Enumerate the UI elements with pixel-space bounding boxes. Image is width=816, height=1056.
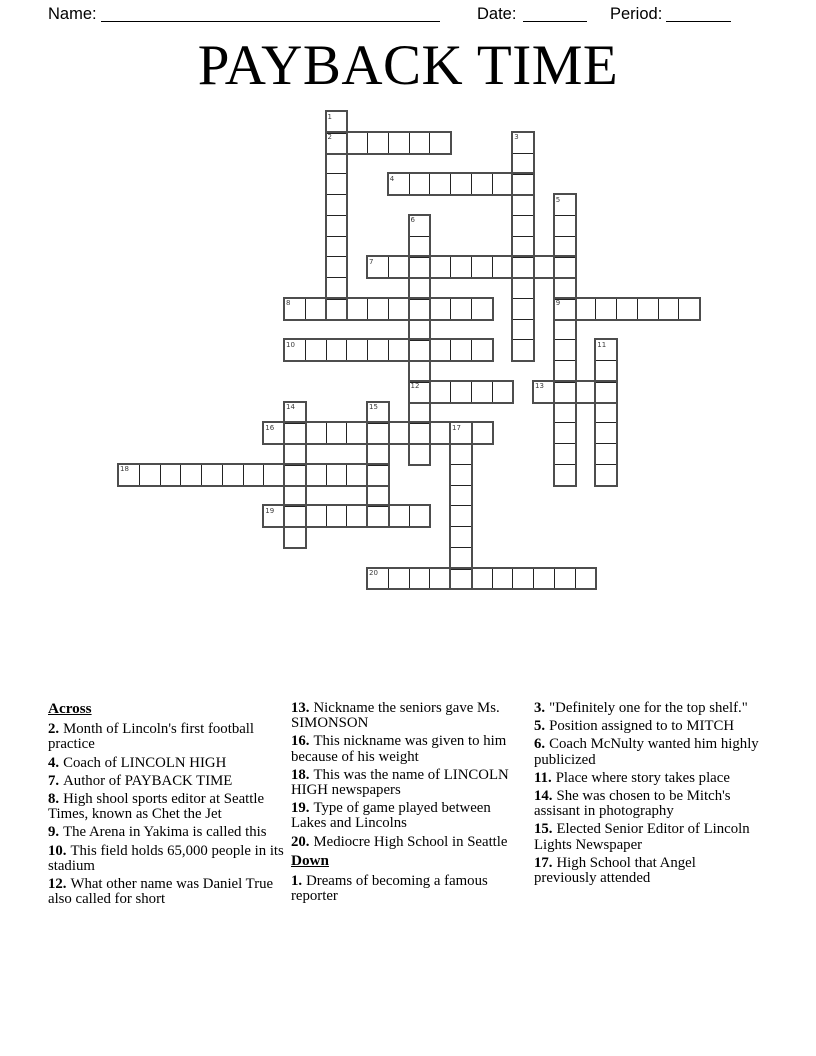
clue-item <box>534 719 760 734</box>
clue-number: 19. <box>291 800 310 817</box>
clue-number: 12. <box>48 876 67 893</box>
grid-cell[interactable] <box>118 464 141 487</box>
grid-cell[interactable] <box>512 256 535 279</box>
clue-column-3 <box>534 701 760 889</box>
grid-cell[interactable] <box>429 173 452 196</box>
grid-cell[interactable] <box>512 298 535 321</box>
grid-cell[interactable] <box>429 568 452 591</box>
grid-cell[interactable] <box>492 568 515 591</box>
grid-cell[interactable] <box>326 298 349 321</box>
clue-column-1 <box>48 701 291 910</box>
grid-cell[interactable] <box>471 568 494 591</box>
grid-cell[interactable] <box>554 319 577 342</box>
grid-cell[interactable] <box>346 505 369 528</box>
clue-number: 17. <box>534 854 553 871</box>
clue-number: 13. <box>291 700 310 716</box>
clue-item <box>534 701 760 716</box>
grid-cell[interactable] <box>139 464 162 487</box>
clue-number: 3. <box>534 700 546 716</box>
clue-text: Type of game played between Lakes and Lincolns <box>291 800 491 832</box>
clue-item <box>534 737 760 767</box>
grid-cell[interactable] <box>595 402 618 425</box>
grid-cell[interactable] <box>450 443 473 466</box>
grid-cell[interactable] <box>512 339 535 362</box>
grid-cell[interactable] <box>450 526 473 549</box>
grid-cell[interactable] <box>512 236 535 259</box>
clue-text: Mediocre High School in Seattle <box>313 833 508 850</box>
grid-cell[interactable] <box>326 194 349 217</box>
clue-column-2 <box>291 701 515 907</box>
grid-cell[interactable] <box>409 568 432 591</box>
grid-cell[interactable] <box>492 381 515 404</box>
clue-item <box>48 792 291 822</box>
grid-cell[interactable] <box>429 132 452 155</box>
page-title: PAYBACK TIME <box>197 34 619 97</box>
grid-cell[interactable] <box>388 173 411 196</box>
grid-cell[interactable] <box>554 360 577 383</box>
grid-cell[interactable] <box>326 339 349 362</box>
grid-cell[interactable] <box>471 256 494 279</box>
clue-item <box>534 771 760 786</box>
grid-cell[interactable] <box>284 485 307 508</box>
grid-cell[interactable] <box>388 422 411 445</box>
grid-cell[interactable] <box>429 298 452 321</box>
grid-cell[interactable] <box>388 132 411 155</box>
grid-cell[interactable] <box>595 422 618 445</box>
grid-cell[interactable] <box>409 173 432 196</box>
clue-text: What other name was Daniel True also called for short <box>48 876 274 908</box>
grid-cell[interactable] <box>409 132 432 155</box>
clue-text: Position assigned to to MITCH <box>549 718 735 735</box>
grid-cell[interactable] <box>450 173 473 196</box>
clue-item <box>291 801 515 831</box>
clue-number: 18. <box>291 766 310 783</box>
grid-cell[interactable] <box>512 173 535 196</box>
clue-number: 14. <box>534 788 553 805</box>
grid-cell[interactable] <box>512 277 535 300</box>
grid-cell[interactable] <box>409 236 432 259</box>
grid-number: 5 <box>555 195 561 204</box>
clue-item <box>291 874 515 904</box>
grid-cell[interactable] <box>409 339 432 362</box>
grid-cell[interactable] <box>409 256 432 279</box>
grid-cell[interactable] <box>284 505 307 528</box>
grid-cell[interactable] <box>367 464 390 487</box>
grid-cell[interactable] <box>429 256 452 279</box>
grid-cell[interactable] <box>284 422 307 445</box>
grid-cell[interactable] <box>326 236 349 259</box>
grid-cell[interactable] <box>346 464 369 487</box>
grid-cell[interactable] <box>429 381 452 404</box>
grid-cell[interactable] <box>554 236 577 259</box>
clue-number: 6. <box>534 736 546 753</box>
grid-cell[interactable] <box>263 505 286 528</box>
grid-cell[interactable] <box>367 568 390 591</box>
grid-number: 12 <box>410 382 420 391</box>
grid-cell[interactable] <box>512 215 535 238</box>
grid-number: 13 <box>535 382 544 391</box>
grid-cell[interactable] <box>471 298 494 321</box>
grid-cell[interactable] <box>492 256 515 279</box>
grid-number: 2 <box>327 133 332 142</box>
grid-cell[interactable] <box>554 464 577 487</box>
clue-text: High School that Angel previously attended <box>534 854 696 887</box>
grid-number: 18 <box>120 465 129 474</box>
grid-cell[interactable] <box>512 194 535 217</box>
grid-cell[interactable] <box>388 505 411 528</box>
clue-item <box>48 877 291 907</box>
grid-cell[interactable] <box>367 339 390 362</box>
grid-cell[interactable] <box>263 464 286 487</box>
clue-text: Coach of LINCOLN HIGH <box>63 754 227 771</box>
grid-number: 16 <box>265 423 275 432</box>
grid-cell[interactable] <box>367 132 390 155</box>
grid-cell[interactable] <box>512 568 535 591</box>
grid-cell[interactable] <box>367 402 390 425</box>
grid-cell[interactable] <box>367 422 390 445</box>
grid-number: 15 <box>369 403 378 411</box>
grid-cell[interactable] <box>616 298 639 321</box>
grid-cell[interactable] <box>284 339 307 362</box>
grid-cell[interactable] <box>367 485 390 508</box>
grid-cell[interactable] <box>346 298 369 321</box>
grid-cell[interactable] <box>305 505 328 528</box>
grid-cell[interactable] <box>450 381 473 404</box>
clue-item <box>48 774 291 789</box>
clue-text: High shool sports editor at Seattle Times, known as Chet the Jet <box>48 791 265 823</box>
clue-text: This field holds 65,000 people in its stadium <box>48 842 284 874</box>
grid-cell[interactable] <box>554 256 577 279</box>
clue-text: The Arena in Yakima is called this <box>63 824 267 841</box>
clue-section-heading: Across <box>48 700 92 717</box>
grid-cell[interactable] <box>595 339 618 362</box>
grid-cell[interactable] <box>346 132 369 155</box>
grid-cell[interactable] <box>575 381 598 404</box>
clue-number: 9. <box>48 824 60 841</box>
clue-number: 16. <box>291 733 310 750</box>
grid-number: 19 <box>265 506 275 515</box>
grid-cell[interactable] <box>554 339 577 362</box>
grid-cell[interactable] <box>326 256 349 279</box>
grid-cell[interactable] <box>512 132 535 155</box>
grid-cell[interactable] <box>658 298 681 321</box>
grid-cell[interactable] <box>595 443 618 466</box>
clue-item <box>534 789 760 819</box>
clue-item <box>48 722 291 752</box>
grid-cell[interactable] <box>388 339 411 362</box>
grid-cell[interactable] <box>575 298 598 321</box>
grid-cell[interactable] <box>326 132 349 155</box>
grid-cell[interactable] <box>409 443 432 466</box>
grid-cell[interactable] <box>450 256 473 279</box>
grid-cell[interactable] <box>554 381 577 404</box>
grid-cell[interactable] <box>595 298 618 321</box>
grid-cell[interactable] <box>409 215 432 238</box>
grid-cell[interactable] <box>409 298 432 321</box>
grid-cell[interactable] <box>284 298 307 321</box>
grid-number: 17 <box>452 423 461 432</box>
grid-cell[interactable] <box>305 339 328 362</box>
grid-cell[interactable] <box>388 298 411 321</box>
grid-cell[interactable] <box>367 443 390 466</box>
grid-cell[interactable] <box>595 360 618 383</box>
grid-cell[interactable] <box>471 381 494 404</box>
clue-text: Dreams of becoming a famous reporter <box>291 873 488 905</box>
grid-number: 11 <box>597 340 607 349</box>
grid-number: 14 <box>286 403 295 411</box>
grid-cell[interactable] <box>326 277 349 300</box>
grid-cell[interactable] <box>554 422 577 445</box>
grid-number: 10 <box>286 340 295 349</box>
grid-cell[interactable] <box>512 319 535 342</box>
clue-item <box>291 734 515 764</box>
grid-cell[interactable] <box>409 402 432 425</box>
grid-cell[interactable] <box>160 464 183 487</box>
grid-number: 9 <box>555 299 561 308</box>
clue-text: Elected Senior Editor of Lincoln Lights Newspaper <box>534 821 750 853</box>
grid-cell[interactable] <box>326 464 349 487</box>
grid-cell[interactable] <box>346 339 369 362</box>
grid-cell[interactable] <box>326 505 349 528</box>
grid-cell[interactable] <box>554 402 577 425</box>
grid-cell[interactable] <box>533 568 556 591</box>
clue-number: 20. <box>291 833 310 850</box>
clue-item <box>291 835 515 850</box>
grid-cell[interactable] <box>637 298 660 321</box>
clue-text: Nickname the seniors gave Ms. SIMONSON <box>291 700 500 732</box>
clue-number: 2. <box>48 721 60 738</box>
clue-number: 15. <box>534 821 553 838</box>
grid-cell[interactable] <box>409 319 432 342</box>
grid-cell[interactable] <box>284 443 307 466</box>
grid-cell[interactable] <box>284 526 307 549</box>
clue-number: 4. <box>48 754 60 771</box>
grid-cell[interactable] <box>180 464 203 487</box>
grid-cell[interactable] <box>409 381 432 404</box>
clue-number: 11. <box>534 769 552 786</box>
grid-cell[interactable] <box>367 298 390 321</box>
grid-cell[interactable] <box>554 568 577 591</box>
grid-cell[interactable] <box>575 568 598 591</box>
grid-cell[interactable] <box>450 339 473 362</box>
clue-text: Month of Lincoln's first football practice <box>48 721 255 753</box>
grid-cell[interactable] <box>388 568 411 591</box>
grid-number: 3 <box>514 133 519 142</box>
grid-cell[interactable] <box>595 381 618 404</box>
grid-cell[interactable] <box>409 360 432 383</box>
clue-item <box>48 825 291 840</box>
clue-text: "Definitely one for the top shelf." <box>549 700 748 716</box>
date-label: Date: <box>477 5 517 23</box>
grid-number: 1 <box>327 112 332 121</box>
grid-cell[interactable] <box>471 339 494 362</box>
grid-cell[interactable] <box>450 298 473 321</box>
grid-cell[interactable] <box>367 505 390 528</box>
grid-cell[interactable] <box>450 422 473 445</box>
grid-cell[interactable] <box>450 464 473 487</box>
grid-cell[interactable] <box>263 422 286 445</box>
grid-cell[interactable] <box>554 298 577 321</box>
grid-cell[interactable] <box>409 422 432 445</box>
clue-item <box>291 701 515 731</box>
grid-cell[interactable] <box>326 173 349 196</box>
grid-cell[interactable] <box>554 215 577 238</box>
grid-cell[interactable] <box>367 256 390 279</box>
grid-cell[interactable] <box>471 422 494 445</box>
clue-number: 7. <box>48 772 60 789</box>
grid-number: 6 <box>410 216 415 225</box>
clue-text: This nickname was given to him because of his weight <box>291 733 507 765</box>
grid-cell[interactable] <box>450 547 473 570</box>
grid-number: 7 <box>369 257 374 266</box>
grid-cell[interactable] <box>554 277 577 300</box>
clue-item <box>291 768 515 798</box>
grid-cell[interactable] <box>326 422 349 445</box>
grid-cell[interactable] <box>284 402 307 425</box>
grid-cell[interactable] <box>533 381 556 404</box>
grid-cell[interactable] <box>305 298 328 321</box>
clue-item <box>48 756 291 771</box>
grid-cell[interactable] <box>305 422 328 445</box>
grid-cell[interactable] <box>326 111 349 134</box>
clue-number: 8. <box>48 791 60 808</box>
grid-cell[interactable] <box>595 464 618 487</box>
name-label: Name: <box>48 5 97 23</box>
grid-cell[interactable] <box>429 422 452 445</box>
grid-cell[interactable] <box>450 485 473 508</box>
grid-cell[interactable] <box>326 153 349 176</box>
grid-cell[interactable] <box>409 505 432 528</box>
grid-cell[interactable] <box>326 215 349 238</box>
clue-section-heading: Down <box>291 851 329 869</box>
clue-number: 5. <box>534 718 546 735</box>
grid-cell[interactable] <box>243 464 266 487</box>
period-label: Period: <box>610 5 663 23</box>
clue-text: Place where story takes place <box>555 769 730 786</box>
grid-number: 8 <box>286 299 291 308</box>
clue-text: Coach McNulty wanted him highly publicized <box>534 736 759 768</box>
grid-cell[interactable] <box>533 256 556 279</box>
grid-cell[interactable] <box>429 339 452 362</box>
clue-text: She was chosen to be Mitch's assisant in photography <box>534 788 731 820</box>
grid-cell[interactable] <box>450 568 473 591</box>
grid-cell[interactable] <box>284 464 307 487</box>
grid-cell[interactable] <box>388 256 411 279</box>
clue-number: 1. <box>291 873 303 890</box>
grid-cell[interactable] <box>554 443 577 466</box>
grid-number: 4 <box>389 174 395 183</box>
grid-number: 20 <box>369 569 378 577</box>
clue-text: This was the name of LINCOLN HIGH newspapers <box>291 766 509 799</box>
clue-item <box>534 856 760 886</box>
clue-number: 10. <box>48 842 67 859</box>
grid-cell[interactable] <box>201 464 224 487</box>
clue-item <box>48 844 291 874</box>
clue-text: Author of PAYBACK TIME <box>63 772 233 789</box>
clue-item <box>534 822 760 852</box>
grid-cell[interactable] <box>678 298 701 321</box>
grid-cell[interactable] <box>512 153 535 176</box>
grid-cell[interactable] <box>346 422 369 445</box>
grid-cell[interactable] <box>554 194 577 217</box>
grid-cell[interactable] <box>492 173 515 196</box>
grid-cell[interactable] <box>471 173 494 196</box>
grid-cell[interactable] <box>305 464 328 487</box>
grid-cell[interactable] <box>222 464 245 487</box>
grid-cell[interactable] <box>450 505 473 528</box>
grid-cell[interactable] <box>409 277 432 300</box>
